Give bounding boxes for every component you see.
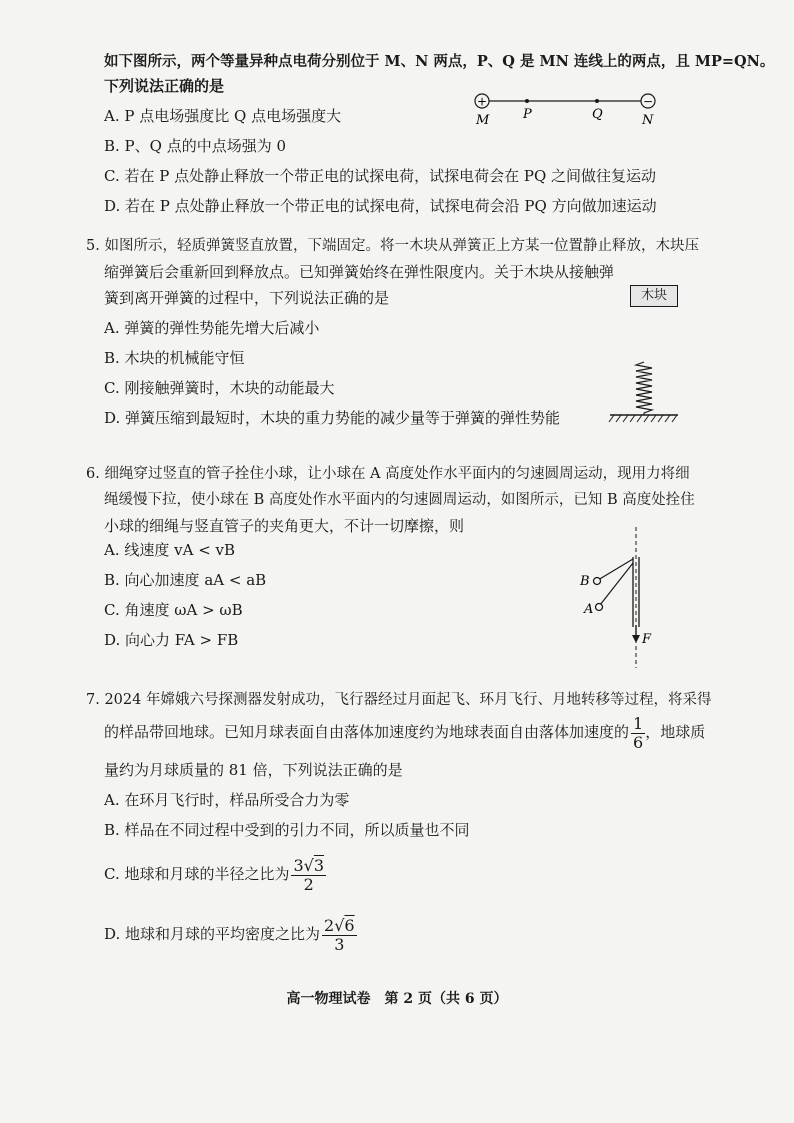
q7-stem-line2 <box>104 712 705 752</box>
q5-option-a: A. 弹簧的弹性势能先增大后减小 <box>104 319 320 337</box>
density-ratio-fraction <box>322 917 357 954</box>
q5-option-d: D. 弹簧压缩到最短时，木块的重力势能的减少量等于弹簧的弹性势能 <box>104 409 561 427</box>
q4-charges-figure <box>466 88 666 128</box>
label-N: N <box>642 113 654 128</box>
fraction-numerator: 1 <box>633 713 644 733</box>
q7-stem-line1: 7. 2024 年嫦娥六号探测器发射成功，飞行器经过月面起飞、环月飞行、月地转移等过程，将采得 <box>86 692 712 708</box>
radical-sign: √ <box>334 915 345 935</box>
q7-option-d <box>104 912 357 956</box>
q7-option-c <box>104 852 326 896</box>
one-sixth-fraction <box>631 715 645 752</box>
q5-stem-line3: 簧到离开弹簧的过程中，下列说法正确的是 <box>104 289 390 307</box>
q6-option-c: C. 角速度 ωA > ωB <box>104 601 243 619</box>
q7-stem-line2-tail: ，地球质 <box>645 723 706 741</box>
label-B: B <box>580 574 590 589</box>
positive-charge-sign: + <box>476 94 488 109</box>
radius-ratio-coef: 3 <box>293 855 304 875</box>
negative-charge-sign: − <box>642 94 654 109</box>
q7-option-a: A. 在环月飞行时，样品所受合力为零 <box>104 791 350 809</box>
q6-option-a: A. 线速度 vA < vB <box>104 541 236 559</box>
q4-option-d: D. 若在 P 点处静止释放一个带正电的试探电荷，试探电荷会沿 PQ 方向做加速运动 <box>104 197 657 215</box>
q6-stem-line2: 绳缓慢下拉，使小球在 B 高度处作水平面内的匀速圆周运动，如图所示，已知 B 高度处拴住 <box>104 492 695 508</box>
label-F: F <box>642 632 652 647</box>
tube-ball-figure <box>570 525 650 670</box>
radius-ratio-denominator: 2 <box>303 874 314 894</box>
radical-sign: √ <box>303 855 314 875</box>
density-ratio-denominator: 3 <box>334 934 345 954</box>
q6-option-d: D. 向心力 FA > FB <box>104 631 239 649</box>
q5-option-b: B. 木块的机械能守恒 <box>104 349 245 367</box>
q4-stem-line1: 如下图所示，两个等量异种点电荷分别位于 M、N 两点，P、Q 是 MN 连线上的两点，且 MP=QN。 <box>104 53 775 70</box>
q7-option-c-text: C. 地球和月球的半径之比为 <box>104 865 290 883</box>
q7-stem-line2-text: 的样品带回地球。已知月球表面自由落体加速度约为地球表面自由落体加速度的 <box>104 723 630 741</box>
radius-ratio-fraction <box>291 857 326 894</box>
density-ratio-radicand: 6 <box>344 915 355 935</box>
q4-option-b: B. P、Q 点的中点场强为 0 <box>104 137 287 155</box>
wood-block <box>630 285 678 307</box>
radius-ratio-radicand: 3 <box>313 855 325 875</box>
wood-block-label: 木块 <box>640 288 667 303</box>
q7-option-b: B. 样品在不同过程中受到的引力不同，所以质量也不同 <box>104 821 470 839</box>
q6-option-b: B. 向心加速度 aA < aB <box>104 571 267 589</box>
q6-stem-line3: 小球的细绳与竖直管子的夹角更大，不计一切摩擦，则 <box>104 517 465 535</box>
q7-option-d-text: D. 地球和月球的平均密度之比为 <box>104 925 321 943</box>
q5-stem-line2: 缩弹簧后会重新回到释放点。已知弹簧始终在弹性限度内。关于木块从接触弹 <box>104 263 615 281</box>
label-A: A <box>584 602 594 617</box>
q6-stem-line1: 6. 细绳穿过竖直的管子拴住小球，让小球在 A 高度处作水平面内的匀速圆周运动，现用力将细 <box>86 466 690 482</box>
fraction-denominator: 6 <box>633 732 644 752</box>
label-Q: Q <box>592 107 603 122</box>
q7-stem-line3: 量约为月球质量的 81 倍，下列说法正确的是 <box>104 761 403 779</box>
q5-option-c: C. 刚接触弹簧时，木块的动能最大 <box>104 379 335 397</box>
q4-stem-line2: 下列说法正确的是 <box>104 77 225 95</box>
q4-option-a: A. P 点电场强度比 Q 点电场强度大 <box>104 107 342 125</box>
spring-figure <box>604 360 684 428</box>
label-P: P <box>523 107 532 122</box>
q4-option-c: C. 若在 P 点处静止释放一个带正电的试探电荷，试探电荷会在 PQ 之间做往复运动 <box>104 167 657 185</box>
density-ratio-coef: 2 <box>324 915 335 935</box>
q5-stem-line1: 5. 如图所示，轻质弹簧竖直放置，下端固定。将一木块从弹簧正上方某一位置静止释放，木块压 <box>86 238 699 254</box>
page-footer: 高一物理试卷 第 2 页（共 6 页） <box>286 991 508 1007</box>
label-M: M <box>476 113 490 128</box>
